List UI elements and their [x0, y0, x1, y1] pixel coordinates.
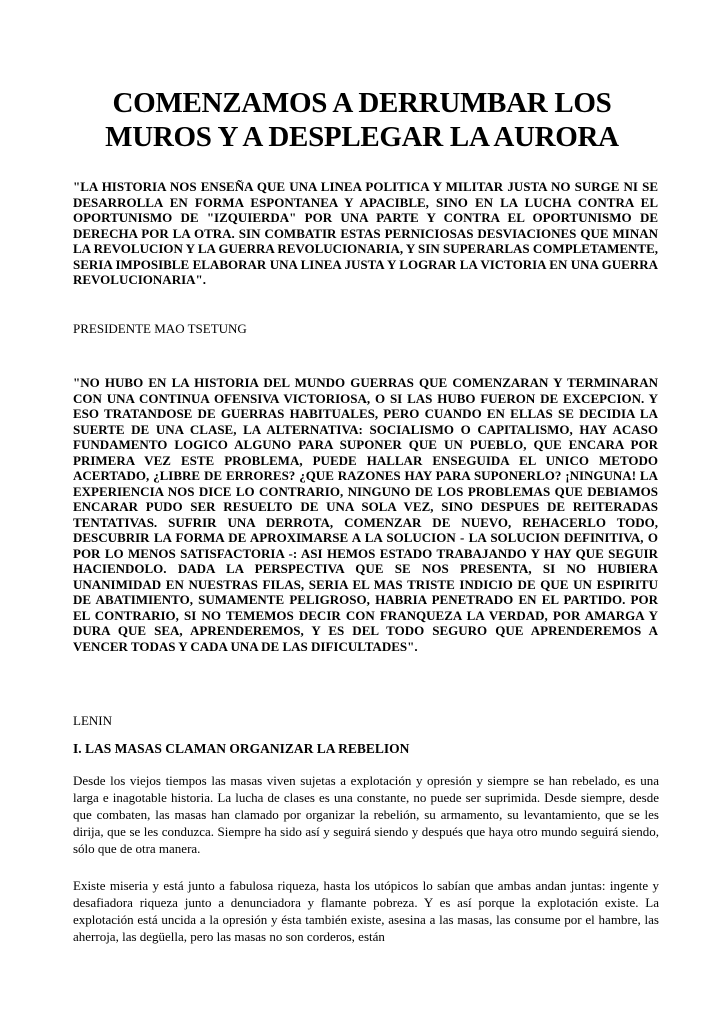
quote-lenin: "NO HUBO EN LA HISTORIA DEL MUNDO GUERRAS QUE COMENZARAN Y TERMINARAN CON UNA CONTINUA OFENSIVA VICTORIOSA, O SI LAS HUBO FUERON DE EXCEPCION. Y ESO TRATANDOSE DE GUERRAS HABITUALES, PERO CUANDO EN ELLAS SE DECIDIA LA SUERTE DE UNA CLASE, LA ALTERNATIVA: SOCIALISMO O CAPITALISMO, HAY ACASO FUNDAMENTO LOGICO ALGUNO PARA SUPONER QUE UN PUEBLO, QUE ENCARA POR PRIMERA VEZ ESTE PROBLEMA, PUEDE HALLAR ENSEGUIDA EL UNICO METODO ACERTADO, ¿LIBRE DE ERRORES? ¿QUE RAZONES HAY PARA SUPONERLO? ¡NINGUNA! LA EXPERIENCIA NOS DICE LO CONTRARIO, NINGUNO DE LOS PROBLEMAS QUE DEBIAMOS ENCARAR PUDO SER RESUELTO DE UNA SOLA VEZ, SINO DESPUES DE REITERADAS TENTATIVAS. SUFRIR UNA DERROTA, COMENZAR DE NUEVO, REHACERLO TODO, DESCUBRIR LA FORMA DE APROXIMARSE A LA SOLUCION - LA SOLUCION DEFINITIVA, O POR LO MENOS SATISFACTORIA -: ASI HEMOS ESTADO TRABAJANDO Y HAY QUE SEGUIR HACIENDOLO. DADA LA PERSPECTIVA QUE SE NOS PRESENTA, SI NO HUBIERA UNANIMIDAD EN NUESTRAS FILAS, SERIA EL MAS TRISTE INDICIO DE QUE UN ESPIRITU DE ABATIMIENTO, SUMAMENTE PELIGROSO, HABRIA PENETRADO EN EL PARTIDO. POR EL CONTRARIO, SI NO TEMEMOS DECIR CON FRANQUEZA LA VERDAD, POR AMARGA Y DURA QUE SEA, APRENDEREMOS, Y ES DEL TODO SEGURO QUE APRENDEREMOS A VENCER TODAS Y CADA UNA DE LAS DIFICULTADES". — [73, 375, 658, 654]
document-title: COMENZAMOS A DERRUMBAR LOS MUROS Y A DESPLEGAR LA AURORA — [105, 87, 619, 153]
body-paragraph: Existe miseria y está junto a fabulosa riqueza, hasta los utópicos lo sabían que ambas andan juntas: ingente y desafiadora riqueza junto a denunciadora y flamante pobreza. Y es así porque la explotación existe. La explotación está uncida a la opresión y ésta también existe, asesina a las masas, las consume por el hambre, las aherroja, las degüella, pero las masas no son corderos, están — [73, 878, 659, 944]
quote-mao: "LA HISTORIA NOS ENSEÑA QUE UNA LINEA POLITICA Y MILITAR JUSTA NO SURGE NI SE DESARROLLA EN FORMA ESPONTANEA Y APACIBLE, SINO EN LA LUCHA CONTRA EL OPORTUNISMO DE "IZQUIERDA" POR UNA PARTE Y CONTRA EL OPORTUNISMO DE DERECHA POR LA OTRA. SIN COMBATIR ESTAS PERNICIOSAS DESVIACIONES QUE MINAN LA REVOLUCION Y LA GUERRA REVOLUCIONARIA, Y SIN SUPERARLAS COMPLETAMENTE, SERIA IMPOSIBLE ELABORAR UNA LINEA JUSTA Y LOGRAR LA VICTORIA EN UNA GUERRA REVOLUCIONARIA". — [73, 179, 658, 287]
body-paragraph: Desde los viejos tiempos las masas viven sujetas a explotación y opresión y siempre se han rebelado, es una larga e inagotable historia. La lucha de clases es una constante, no puede ser suprimida. Desde siempre, desde que combaten, las masas han clamado por organizar la rebelión, su armamento, su levantamiento, que se les dirija, que se les conduzca. Siempre ha sido así y seguirá siendo y después que haya otro mundo seguirá siendo, sólo que de otra manera. — [73, 773, 659, 856]
quote-attribution-lenin: LENIN — [73, 713, 112, 728]
section-heading: I. LAS MASAS CLAMAN ORGANIZAR LA REBELION — [73, 741, 410, 756]
quote-attribution-mao: PRESIDENTE MAO TSETUNG — [73, 321, 247, 336]
